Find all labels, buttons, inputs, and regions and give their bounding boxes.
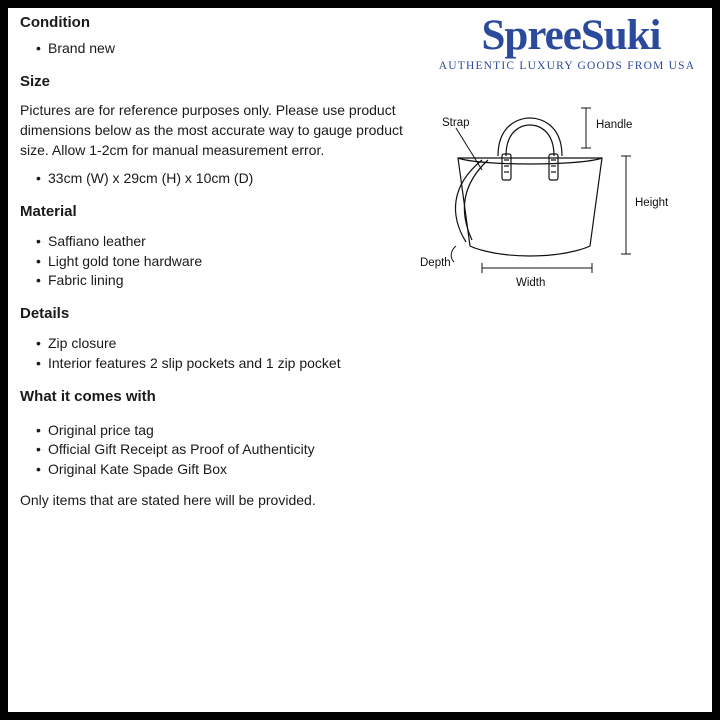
- section-comes-with: [20, 388, 420, 508]
- size-list: [20, 169, 420, 189]
- label-height: Height: [635, 197, 669, 209]
- brand-tagline: AUTHENTIC LUXURY GOODS FROM USA: [438, 60, 696, 72]
- section-condition: [20, 14, 420, 59]
- bag-diagram-svg: [420, 96, 710, 291]
- section-details: [20, 305, 420, 374]
- label-strap: Strap: [442, 117, 470, 129]
- brand-name: SpreeSuki: [481, 12, 661, 59]
- section-heading: What it comes with: [20, 387, 156, 405]
- list-item: • Light gold tone hardware: [36, 252, 420, 272]
- footer-note: Only items that are stated here will be provided.: [20, 492, 316, 509]
- list-item: • 33cm (W) x 29cm (H) x 10cm (D): [36, 169, 420, 189]
- label-width: Width: [516, 277, 546, 289]
- product-description-page: [8, 8, 712, 712]
- label-depth: Depth: [420, 257, 451, 269]
- condition-list: [20, 39, 420, 59]
- label-handle: Handle: [596, 119, 633, 131]
- material-list: [20, 232, 420, 292]
- description-content: [20, 14, 420, 522]
- list-item: • Official Gift Receipt as Proof of Authenticity: [36, 440, 420, 460]
- section-size: [20, 73, 420, 189]
- list-item: • Zip closure: [36, 334, 420, 354]
- section-heading: Size: [20, 72, 51, 90]
- section-heading: Material: [20, 202, 77, 220]
- details-list: [20, 334, 420, 374]
- size-paragraph: Pictures are for reference purposes only. Please use product dimensions below as the most accurate way to gauge product size. Allow 1-2cm for manual measurement error.: [20, 102, 403, 159]
- list-item: • Original Kate Spade Gift Box: [36, 460, 420, 480]
- brand-logo: [422, 14, 712, 72]
- section-heading: Condition: [20, 14, 90, 31]
- list-item: • Original price tag: [36, 421, 420, 441]
- section-heading: Details: [20, 305, 70, 323]
- list-item: • Interior features 2 slip pockets and 1 zip pocket: [36, 354, 420, 374]
- list-item: • Saffiano leather: [36, 232, 420, 252]
- list-item: • Fabric lining: [36, 271, 420, 291]
- list-item: • Brand new: [36, 39, 420, 59]
- bag-dimensions-diagram: [420, 96, 710, 291]
- section-material: [20, 203, 420, 291]
- comes-with-list: [20, 421, 420, 481]
